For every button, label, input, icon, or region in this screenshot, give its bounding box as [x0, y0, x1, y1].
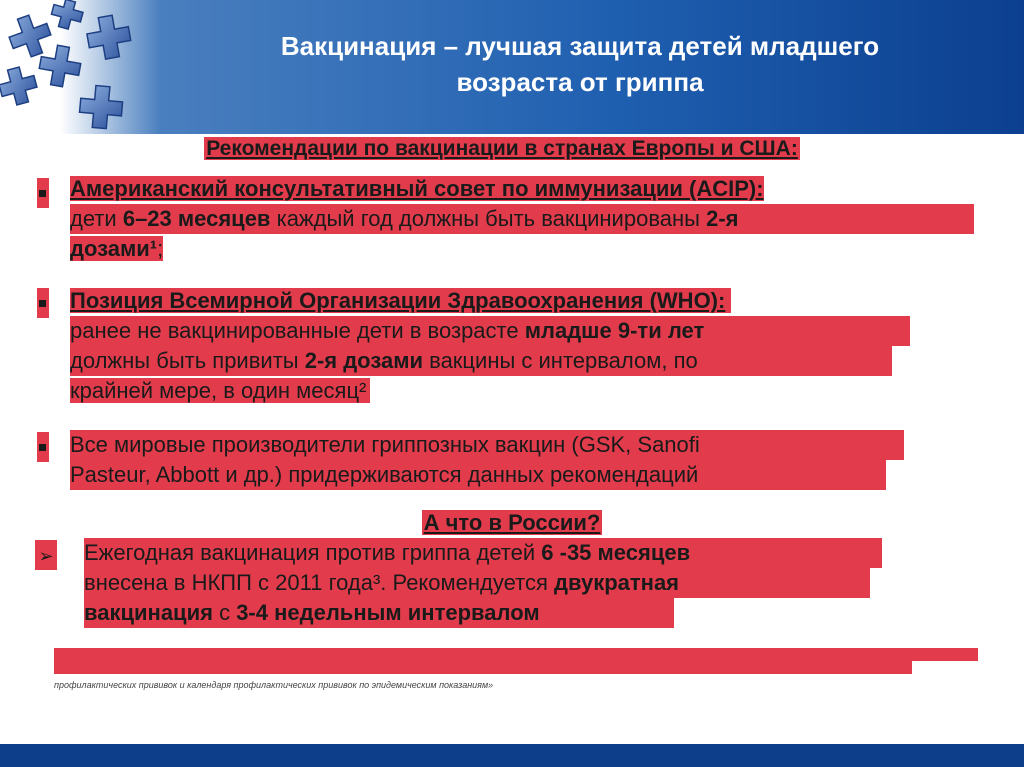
crosses-logo-icon: [0, 0, 160, 134]
producers-block: Все мировые производители гриппозных вакцин (GSK, Sanofi Pasteur, Abbott и др.) придерживаются данных рекомендаций: [70, 430, 990, 490]
footnote-highlight: [54, 648, 978, 661]
acip-heading: Американский консультативный совет по иммунизации (ACIP):: [70, 176, 764, 201]
recommendations-heading: Рекомендации по вакцинации в странах Европы и США:: [206, 137, 798, 160]
arrow-bullet-icon: ➢: [35, 540, 57, 570]
russia-block: Ежегодная вакцинация против гриппа детей 6 -35 месяцев внесена в НКПП с 2011 года³. Рекомендуется двукратная вакцинация с 3-4 недельным интервалом: [84, 538, 984, 628]
footnote-text: профилактических прививок и календаря профилактических прививок по эпидемическим показаниям»: [54, 680, 494, 690]
bullet-marker: [37, 288, 49, 318]
header-banner: [0, 0, 1024, 134]
who-heading: Позиция Всемирной Организации Здравоохранения (WHO):: [70, 288, 731, 313]
footer-bar: [0, 744, 1024, 767]
russia-heading: А что в России?: [423, 510, 601, 535]
footnote-highlight: [54, 661, 912, 674]
bullet-marker: [37, 178, 49, 208]
acip-block: Американский консультативный совет по иммунизации (ACIP): дети 6–23 месяцев каждый год должны быть вакцинированы 2-я дозами¹;: [70, 174, 990, 264]
bullet-marker: [37, 432, 49, 462]
page-title: Вакцинация – лучшая защита детей младшего возраста от гриппа: [280, 31, 880, 97]
who-block: Позиция Всемирной Организации Здравоохранения (WHO): ранее не вакцинированные дети в возрасте младше 9-ти лет должны быть привиты 2-я дозами вакцины с интервалом, по крайней мере, в один месяц²: [70, 286, 990, 406]
